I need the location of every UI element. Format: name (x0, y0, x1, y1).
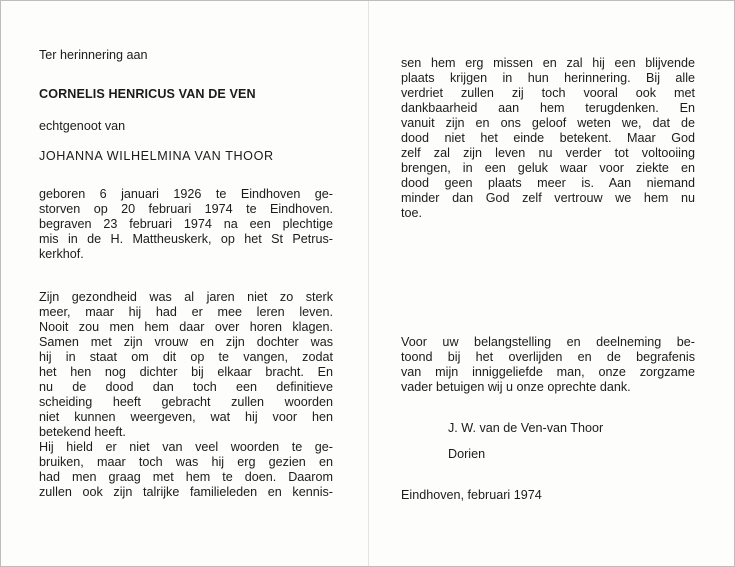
spouse-label: echtgenoot van (39, 119, 126, 133)
thanks-line: van mijn inniggeliefde man, onze zorgzame (401, 365, 695, 379)
body-line: Hij hield er niet van veel woorden te ge- (39, 440, 333, 454)
continuation-line: brengen, in een geluk waar voor ziekte en (401, 161, 695, 175)
spouse-name: JOHANNA WILHELMINA VAN THOOR (39, 149, 274, 163)
body-line: het hen nog dichter bij elkaar bracht. En (39, 365, 333, 379)
continuation-line: toe. (401, 206, 423, 220)
body-line: Samen met zijn vrouw en zijn dochter was (39, 335, 333, 349)
body-line: niet kunnen weergeven, wat hij voor hen (39, 410, 333, 424)
card-fold (368, 1, 369, 566)
thanks-line: Voor uw belangstelling en deelneming be- (401, 335, 695, 349)
body-line: had men graag met hem te doen. Daarom (39, 470, 333, 484)
birth-line: storven op 20 februari 1974 te Eindhoven. (39, 202, 333, 216)
body-line: zullen ook zijn talrijke familieleden en kennis- (39, 485, 333, 499)
continuation-line: verdriet zullen zij toch vooral ook met (401, 86, 695, 100)
birth-line: kerkhof. (39, 247, 84, 261)
body-line: betekend heeft. (39, 425, 126, 439)
body-line: meer, maar hij had er mee leren leven. (39, 305, 333, 319)
deceased-name: CORNELIS HENRICUS VAN DE VEN (39, 87, 256, 101)
continuation-line: sen hem erg missen en zal hij een blijvende (401, 56, 695, 70)
continuation-line: plaats krijgen in hun herinnering. Bij alle (401, 71, 695, 85)
body-line: Zijn gezondheid was al jaren niet zo sterk (39, 290, 333, 304)
continuation-line: vanuit zijn en ons geloof weten we, dat de (401, 116, 695, 130)
thanks-line: vader betuigen wij u onze oprechte dank. (401, 380, 631, 394)
continuation-line: zelf zal zijn leven nu verder tot voltooiing (401, 146, 695, 160)
continuation-line: dood geen plaats meer is. Aan niemand (401, 176, 695, 190)
body-line: nu de dood dan toch een definitieve (39, 380, 333, 394)
place-date: Eindhoven, februari 1974 (401, 488, 542, 502)
body-line: hij in staat om dit op te vangen, zodat (39, 350, 333, 364)
body-line: bruiken, maar toch was hij erg gezien en (39, 455, 333, 469)
intro-text: Ter herinnering aan (39, 48, 148, 62)
birth-line: geboren 6 januari 1926 te Eindhoven ge- (39, 187, 333, 201)
body-line: scheiding heeft gebracht zullen woorden (39, 395, 333, 409)
birth-line: begraven 23 februari 1974 na een plechtige (39, 217, 333, 231)
birth-line: mis in de H. Mattheuskerk, op het St Petrus- (39, 232, 333, 246)
continuation-line: dood niet het einde betekent. Maar God (401, 131, 695, 145)
thanks-line: toond bij het overlijden en de begrafenis (401, 350, 695, 364)
body-line: Nooit zou men hem daar over horen klagen. (39, 320, 333, 334)
continuation-line: dankbaarheid aan hem terugdenken. En (401, 101, 695, 115)
signer-secondary: Dorien (448, 447, 486, 461)
continuation-line: minder dan God zelf vertrouw we hem nu (401, 191, 695, 205)
signer-primary: J. W. van de Ven-van Thoor (448, 421, 604, 435)
